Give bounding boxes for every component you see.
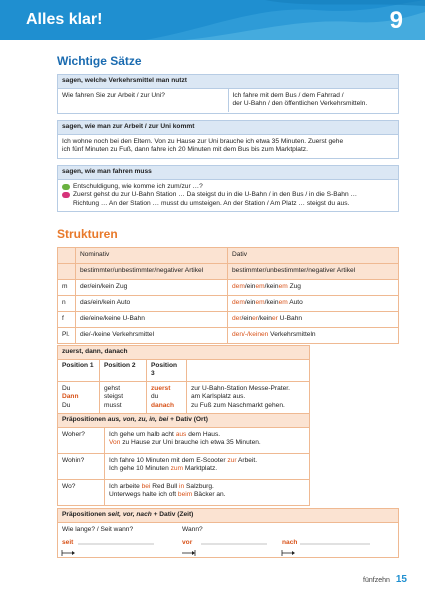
list-item: [58, 479, 309, 505]
preposition-label: seit: [62, 538, 74, 546]
timeline-diagram: [58, 539, 400, 559]
word: danach: [151, 401, 175, 409]
box-heading: Präpositionen aus, von, zu, in, bei + Dativ (Ort): [58, 414, 309, 427]
table-row: [58, 328, 399, 344]
box-verkehrsmittel: [57, 74, 399, 114]
arrow-vor-icon: [182, 550, 195, 556]
table-row: [58, 312, 399, 328]
dialog-line: Richtung … An der Station … musst du umsteigen. An der Station / Am Platz … steigst du aus.: [73, 199, 350, 207]
position-label: Position 3: [147, 360, 187, 381]
page-number: 15: [395, 574, 407, 585]
verb: musst: [104, 401, 122, 409]
dative-cell: der/einer/keiner U-Bahn: [228, 312, 399, 328]
chapter-header: [0, 0, 425, 40]
question-label: Wie lange? / Seit wann?: [62, 525, 134, 533]
header-title: Alles klar!: [26, 11, 103, 28]
section-title-saetze: Wichtige Sätze: [57, 54, 142, 68]
word: du: [151, 393, 159, 401]
table-row: [58, 280, 399, 296]
speech-bubble-green-icon: [62, 184, 70, 190]
box-heading: Präpositionen seit, vor, nach + Dativ (Zeit): [58, 509, 398, 523]
position-label: Position 1: [58, 360, 100, 381]
example-line: Ich gehe 10 Minuten zum Marktplatz.: [109, 465, 218, 473]
box-wegbeschreibung: [57, 165, 399, 212]
gender-cell: m: [58, 280, 76, 296]
box-zuerst-dann-danach: [57, 345, 310, 414]
dative-cell: dem/einem/keinem Auto: [228, 296, 399, 312]
word: Du: [62, 384, 71, 392]
nominative-cell: der/ein/kein Zug: [76, 280, 228, 296]
answer-line: Ich fahre mit dem Bus / dem Fahrrad /: [232, 91, 344, 99]
list-item: [58, 427, 309, 453]
rest-text: zu Fuß zum Naschmarkt gehen.: [191, 401, 285, 409]
box-answer: [228, 89, 399, 112]
text-line: ich fünf Minuten zu Fuß, dann fahre ich 20 Minuten mit dem Bus bis zum Marktplatz.: [62, 146, 308, 154]
word: zuerst: [151, 384, 171, 392]
arrow-seit-icon: [62, 550, 75, 556]
article-table: [57, 247, 399, 344]
word: Du: [62, 401, 71, 409]
word: Dann: [62, 393, 79, 401]
box-question: Wie fahren Sie zur Arbeit / zur Uni?: [62, 91, 165, 99]
box-arbeitsweg: [57, 120, 399, 159]
answer-line: der U-Bahn / den öffentlichen Verkehrsmitteln.: [232, 100, 368, 108]
dative-cell: dem/einem/keinem Zug: [228, 280, 399, 296]
column-subheader: bestimmter/unbestimmter/negativer Artikel: [228, 264, 399, 280]
rest-text: zur U-Bahn-Station Messe-Prater.: [191, 384, 290, 392]
example-line: Ich gehe um halb acht aus dem Haus.: [109, 430, 221, 438]
nominative-cell: das/ein/kein Auto: [76, 296, 228, 312]
question-label: Wann?: [182, 525, 203, 533]
position-label: Position 2: [100, 360, 147, 381]
box-heading: zuerst, dann, danach: [58, 346, 309, 360]
question-label: Wo?: [58, 480, 105, 505]
list-item: [58, 453, 309, 479]
box-heading: sagen, welche Verkehrsmittel man nutzt: [58, 75, 398, 89]
question-label: Woher?: [58, 428, 105, 453]
table-row: [58, 296, 399, 312]
text-line: Ich wohne noch bei den Eltern. Von zu Hause zur Uni brauche ich etwa 35 Minuten. Zuerst gehe: [62, 137, 344, 145]
unit-number: 9: [389, 7, 403, 34]
header-wave-decoration: [145, 0, 425, 40]
gender-cell: Pl.: [58, 328, 76, 344]
example-line: Unterwegs halte ich oft beim Bäcker an.: [109, 491, 226, 499]
gender-cell: f: [58, 312, 76, 328]
box-heading: sagen, wie man fahren muss: [58, 166, 398, 180]
column-header: Nominativ: [76, 248, 228, 264]
column-header: Dativ: [228, 248, 399, 264]
page-footer: [363, 573, 407, 586]
example-line: Von zu Hause zur Uni brauche ich etwa 35 Minuten.: [109, 439, 261, 447]
dialog-line: Entschuldigung, wie komme ich zum/zur …?: [73, 182, 203, 190]
nominative-cell: die/-/keine Verkehrsmittel: [76, 328, 228, 344]
box-praepositionen-zeit: [57, 508, 399, 558]
example-line: Ich arbeite bei Red Bull in Salzburg.: [109, 482, 214, 490]
example-line: Ich fahre 10 Minuten mit dem E-Scooter zur Arbeit.: [109, 456, 258, 464]
verb: steigst: [104, 393, 124, 401]
gender-cell: n: [58, 296, 76, 312]
nominative-cell: die/eine/keine U-Bahn: [76, 312, 228, 328]
question-label: Wohin?: [58, 454, 105, 479]
box-praepositionen-ort: [57, 413, 310, 506]
dative-cell: den/-/keinen Verkehrsmitteln: [228, 328, 399, 344]
section-title-strukturen: Strukturen: [57, 227, 118, 241]
arrow-nach-icon: [282, 550, 295, 556]
rest-text: am Karlsplatz aus.: [191, 393, 246, 401]
box-heading: sagen, wie man zur Arbeit / zur Uni kommt: [58, 121, 398, 135]
dialog-line: Zuerst gehst du zur U-Bahn Station … Da steigst du in die U-Bahn / in den Bus / in die S-Bahn …: [73, 191, 358, 199]
speech-bubble-pink-icon: [62, 192, 70, 198]
preposition-label: vor: [182, 538, 193, 546]
column-subheader: bestimmter/unbestimmter/negativer Artikel: [76, 264, 228, 280]
verb: gehst: [104, 384, 121, 392]
page-word: fünfzehn: [363, 577, 390, 584]
preposition-label: nach: [282, 538, 298, 546]
